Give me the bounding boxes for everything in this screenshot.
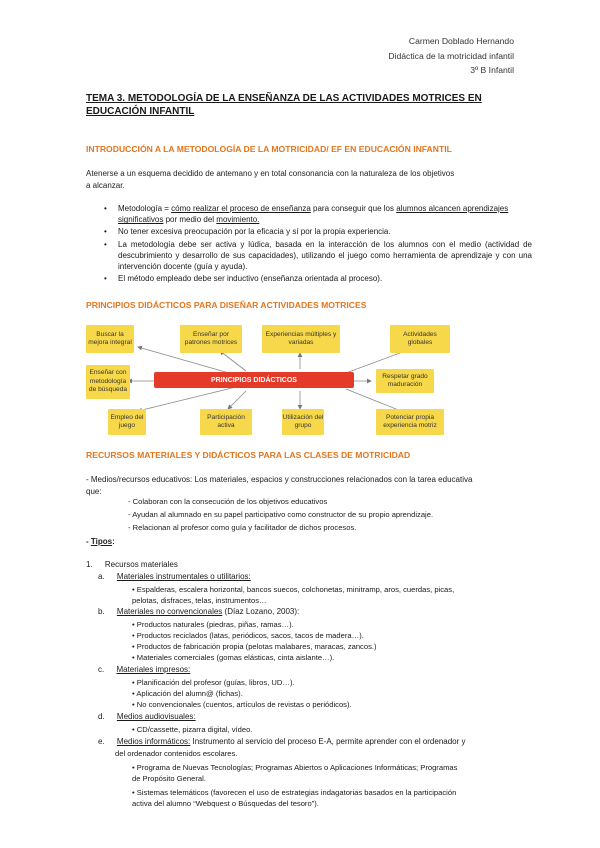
principle-box-utilizacion-grupo: Utilización del grupo xyxy=(282,409,324,435)
bullet-icon: • xyxy=(104,239,107,249)
subitem-a xyxy=(98,572,251,581)
list-item-label: Recursos materiales xyxy=(104,560,178,569)
bullet-text: para conseguir que los xyxy=(310,204,397,213)
list-letter: a. xyxy=(98,572,105,581)
subitem-c-line-3: • No convencionales (cuentos, artículos de revistas o periódicos). xyxy=(132,700,352,709)
subitem-e-line-2: del ordenador contenidos escolares. xyxy=(115,749,238,758)
subitem-description: Instrumento al servicio del proceso E-A, permite aprender con el ordenador y xyxy=(190,737,466,746)
subject-name: Didáctica de la motricidad infantil xyxy=(388,50,514,61)
tipos-dash: - xyxy=(86,537,91,546)
subitem-a-line-1: • Espalderas, escalera horizontal, bancos suecos, colchonetas, minitramp, aros, cuerdas, picas, xyxy=(132,585,455,594)
tipos-colon: : xyxy=(112,537,115,546)
subitem-b-line-4: • Materiales comerciales (gomas elásticas, cinta aislante…). xyxy=(132,653,335,662)
subitem-b-line-1: • Productos naturales (piedras, piñas, ramas…). xyxy=(132,620,294,629)
list-item xyxy=(104,239,532,273)
subitem-c-line-1: • Planificación del profesor (guías, libros, UD…). xyxy=(132,678,295,687)
tipos-label xyxy=(86,536,115,548)
subitem-label: Materiales impresos: xyxy=(116,665,191,674)
medios-line-2: que: xyxy=(86,486,102,496)
arrow-to-box2 xyxy=(220,351,246,371)
subitem-label: Medios audiovisuales: xyxy=(116,712,196,721)
list-letter: e. xyxy=(98,737,105,746)
bullet-text: La metodología debe ser activa y lúdica, basada en la interacción de los alumnos con el medio (actividad de descubrimiento y desarrollo de sus capacidades), utilizando el juego como herramienta de aprendizaje y con una intervención docente (guía y ayuda). xyxy=(118,239,532,272)
medios-paragraph xyxy=(86,474,532,497)
subitem-d-line-1: • CD/cassette, pizarra digital, vídeo. xyxy=(132,725,253,734)
subitem-c-line-2: • Aplicación del alumn@ (fichas). xyxy=(132,689,243,698)
recursos-materiales-item xyxy=(86,560,178,569)
subitem-b-line-3: • Productos de fabricación propia (pelotas malabares, maracas, zancos.) xyxy=(132,642,377,651)
principle-box-actividades-globales: Actividades globales xyxy=(390,325,450,353)
principios-center-box: PRINCIPIOS DIDÁCTICOS xyxy=(154,372,354,388)
bullet-text: No tener excesiva preocupación por la eficacia y sí por la propia experiencia. xyxy=(118,227,391,237)
page-header xyxy=(388,34,514,78)
subitem-d xyxy=(98,712,196,721)
principle-box-experiencias-multiples: Experiencias múltiples y variadas xyxy=(262,325,340,353)
principle-box-patrones-motrices: Enseñar por patrones motrices xyxy=(180,325,242,353)
list-item xyxy=(104,273,532,284)
subitem-c xyxy=(98,665,190,674)
bullet-icon: • xyxy=(104,274,107,284)
subitem-b-line-2: • Productos reciclados (latas, periódicos, sacos, tacos de madera…). xyxy=(132,631,364,640)
subitem-label: Materiales no convencionales xyxy=(116,607,223,616)
list-item xyxy=(104,226,532,237)
intro-paragraph-line-1: Atenerse a un esquema decidido de antemano y en total consonancia con la naturaleza de los objetivos xyxy=(86,169,455,178)
title-line-2: EDUCACIÓN INFANTIL xyxy=(86,106,195,117)
medios-point-1: - Colaboran con la consecución de los objetivos educativos xyxy=(128,497,328,506)
subitem-e-point-1b: de Propósito General. xyxy=(132,774,206,783)
bullet-icon: • xyxy=(104,204,107,213)
arrow-to-box8 xyxy=(228,391,246,409)
principle-box-experiencia-motriz: Potenciar propia experiencia motriz xyxy=(376,409,444,435)
list-letter: b. xyxy=(98,607,105,616)
list-number: 1. xyxy=(86,560,93,569)
subitem-a-line-2: pelotas, disfraces, telas, instrumentos… xyxy=(132,596,267,605)
principle-box-empleo-juego: Empleo del juego xyxy=(108,409,146,435)
author-name: Carmen Doblado Hernando xyxy=(408,36,514,46)
intro-paragraph-line-2: a alcanzar. xyxy=(86,180,125,190)
medios-line-1: - Medios/recursos educativos: Los materiales, espacios y construcciones relacionados con la tarea educativa xyxy=(86,475,473,484)
subitem-label: Medios informáticos: xyxy=(116,737,191,746)
course-name: 3º B Infantil xyxy=(470,65,514,75)
subitem-e xyxy=(98,737,466,746)
underlined-text: movimiento. xyxy=(216,215,260,225)
bullet-icon: • xyxy=(104,227,107,237)
principios-heading: PRINCIPIOS DIDÁCTICOS PARA DISEÑAR ACTIVIDADES MOTRICES xyxy=(86,300,367,310)
bullet-text: El método empleado debe ser inductivo (enseñanza orientada al proceso). xyxy=(118,274,383,284)
subitem-b xyxy=(98,607,299,616)
subitem-label: Materiales instrumentales o utilitarios: xyxy=(116,572,251,581)
principle-box-grado-maduracion: Respetar grado maduración xyxy=(376,369,434,393)
tipos-text: Tipos xyxy=(90,537,113,546)
intro-paragraph xyxy=(86,168,526,191)
bullet-text: por medio del xyxy=(163,215,217,225)
intro-heading: INTRODUCCIÓN A LA METODOLOGÍA DE LA MOTRICIDAD/ EF EN EDUCACIÓN INFANTIL xyxy=(86,144,452,154)
arrow-to-box7 xyxy=(138,387,236,411)
recursos-heading: RECURSOS MATERIALES Y DIDÁCTICOS PARA LAS CLASES DE MOTRICIDAD xyxy=(86,450,411,460)
list-letter: c. xyxy=(98,665,105,674)
subitem-e-point-2: • Sistemas telemáticos (favorecen el uso de estrategias indagatorias basados en la participación xyxy=(132,788,457,797)
list-letter: d. xyxy=(98,712,105,721)
underlined-text: alumnos alcancen aprendizajes significativos xyxy=(118,204,509,225)
subitem-citation: (Díaz Lozano, 2003): xyxy=(222,607,300,616)
medios-point-2: - Ayudan al alumnado en su papel participativo como constructor de su propio aprendizaje. xyxy=(128,510,434,519)
principle-box-participacion-activa: Participación activa xyxy=(200,409,252,435)
document-title xyxy=(86,92,506,118)
list-item xyxy=(104,203,532,225)
medios-point-3: - Relacionan al profesor como guía y facilitador de dichos procesos. xyxy=(128,523,357,532)
bullet-text: Metodología = xyxy=(118,204,172,213)
principle-box-metodologia-busqueda: Enseñar con metodología de búsqueda xyxy=(86,365,130,399)
principle-box-mejora-integral: Buscar la mejora integral xyxy=(86,325,134,353)
intro-bullet-list xyxy=(104,203,532,285)
subitem-e-point-1: • Programa de Nuevas Tecnologías; Programas Abiertos o Aplicaciones Informáticas; Programas xyxy=(132,763,458,772)
underlined-text: cómo realizar el proceso de enseñanza xyxy=(171,204,311,213)
subitem-e-point-2b: activa del alumno “Webquest o Búsquedas del tesoro”). xyxy=(132,799,319,808)
title-line-1: TEMA 3. METODOLOGÍA DE LA ENSEÑANZA DE LAS ACTIVIDADES MOTRICES EN xyxy=(86,93,482,104)
principios-diagram xyxy=(86,325,516,437)
